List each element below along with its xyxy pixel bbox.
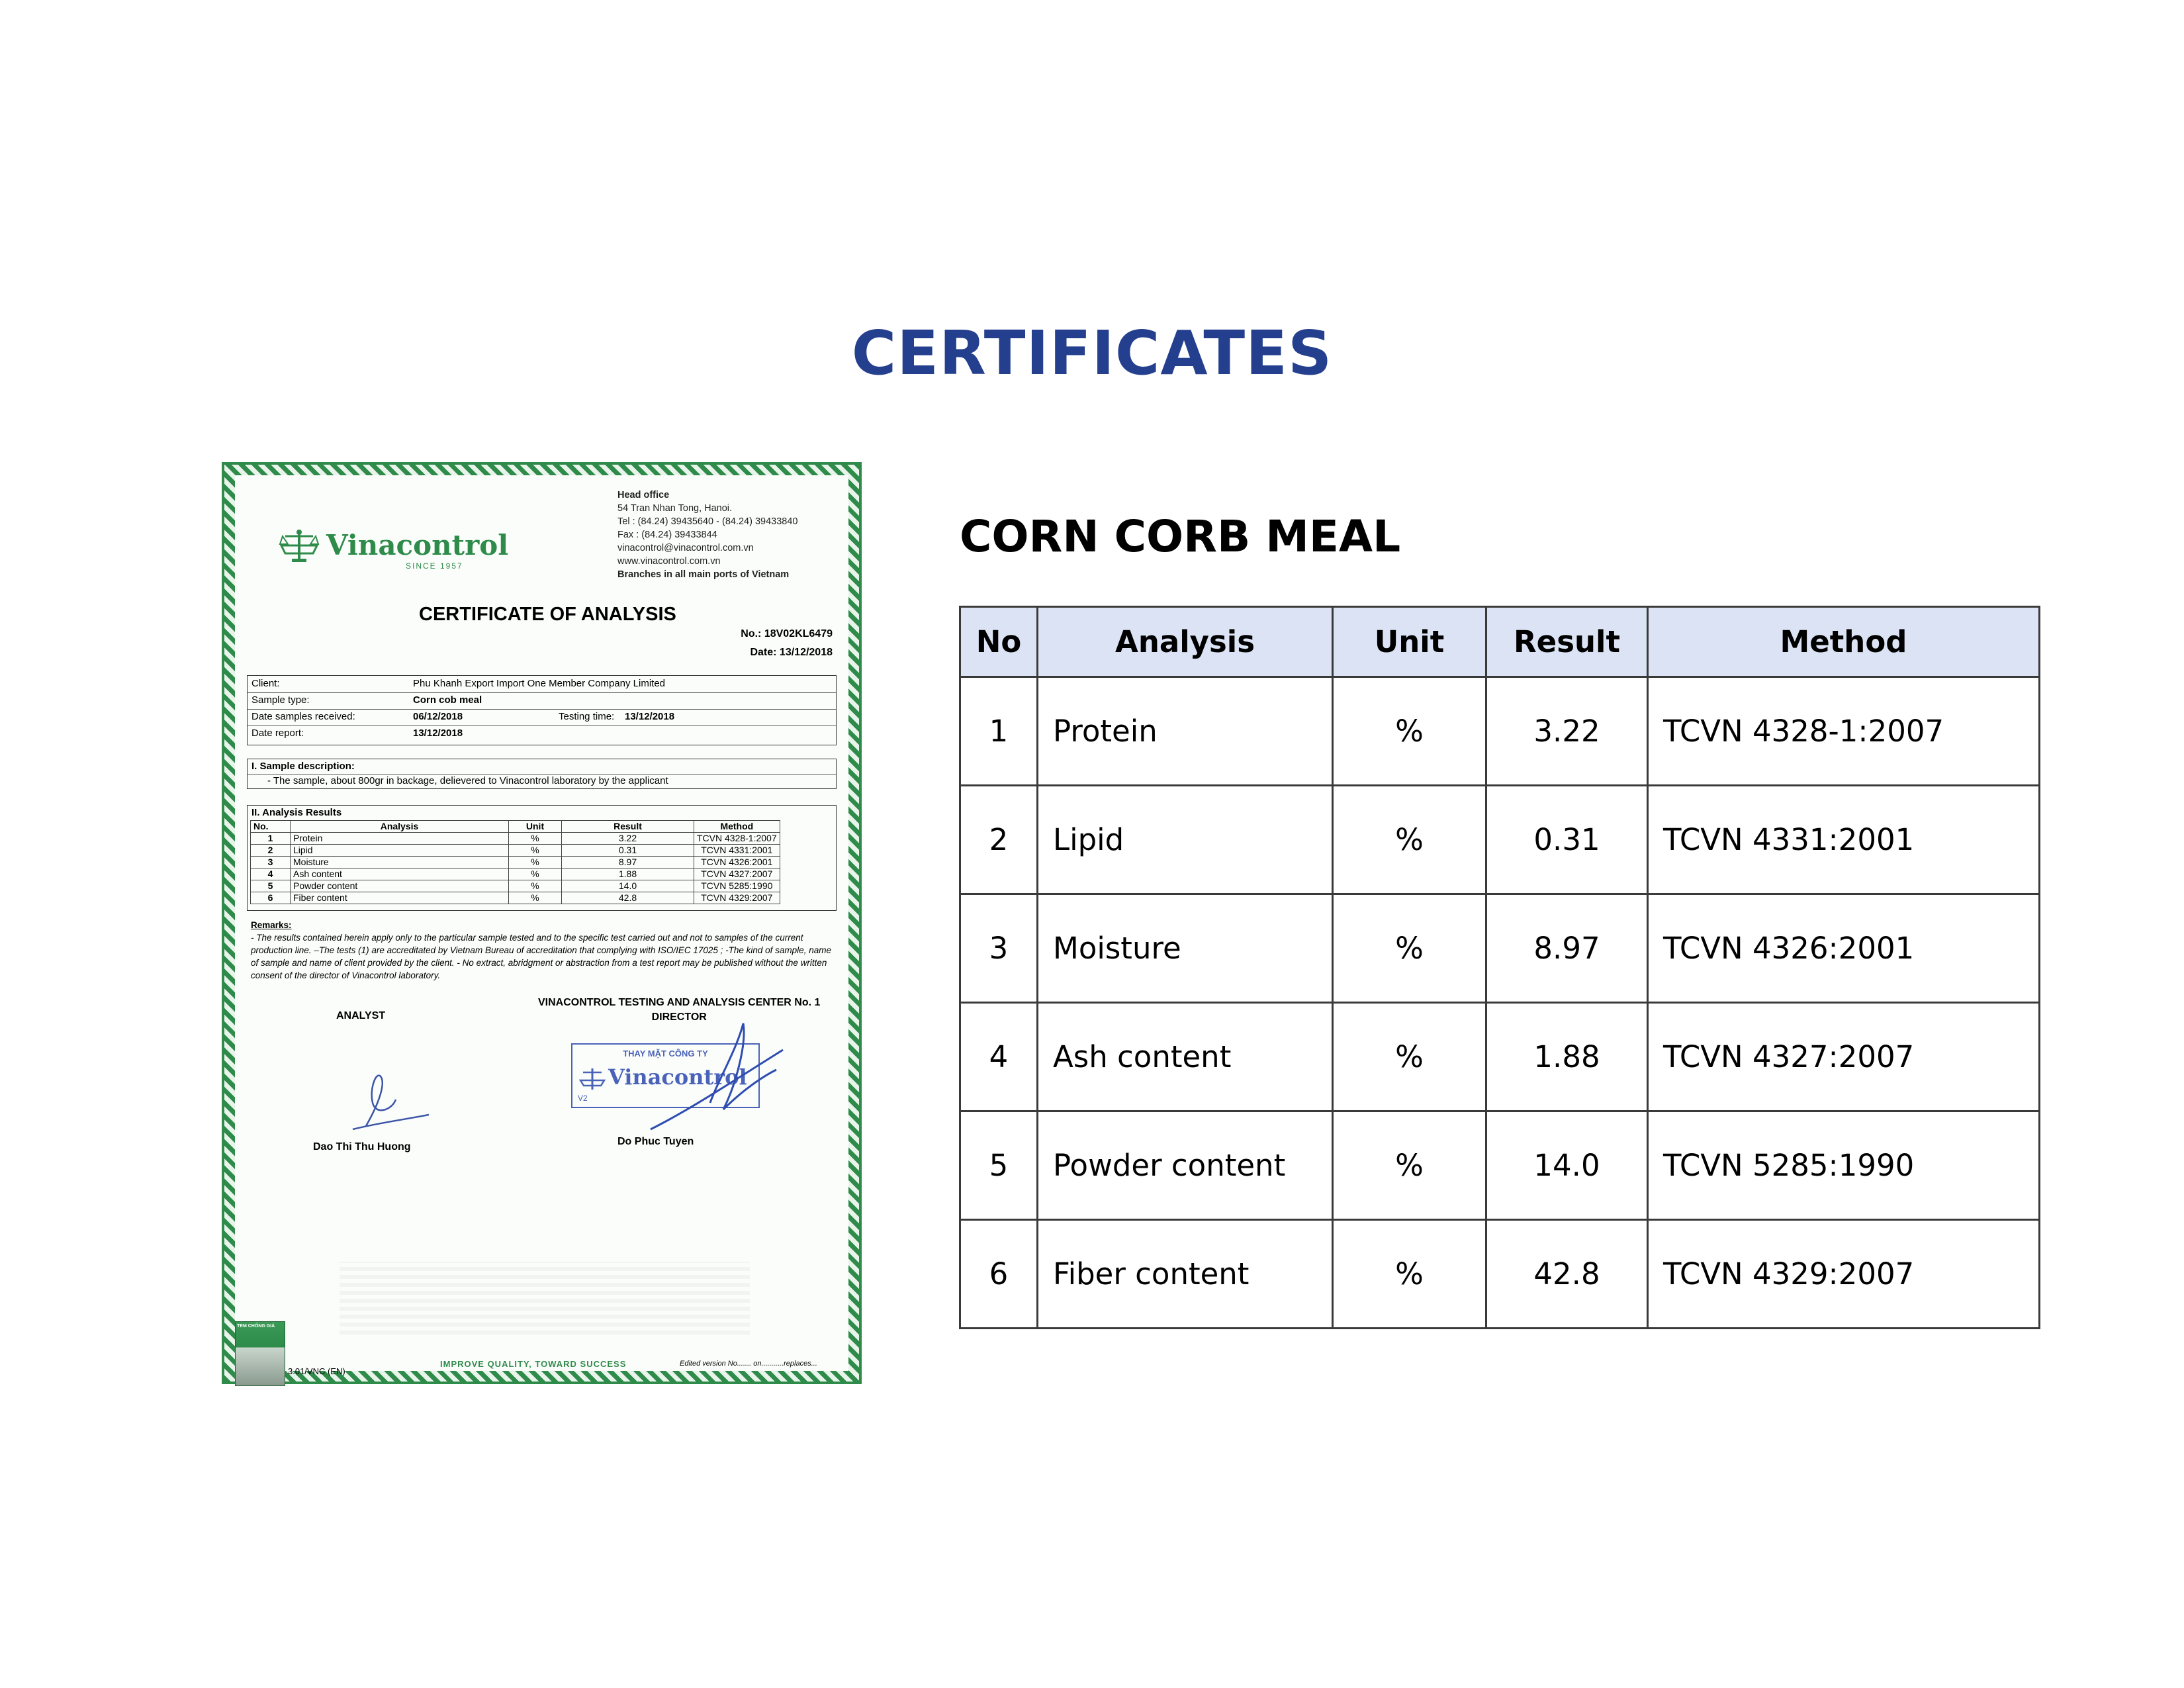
mini-cell: 1.88 xyxy=(562,868,694,880)
column-header-analysis: Analysis xyxy=(1038,607,1333,677)
date-received-value: 06/12/2018 xyxy=(413,711,463,722)
office-line: Branches in all main ports of Vietnam xyxy=(617,569,790,580)
sample-type-label: Sample type: xyxy=(251,694,310,706)
certificate-date: Date: 13/12/2018 xyxy=(750,647,833,658)
mini-cell: 3.22 xyxy=(562,833,694,845)
cell-unit: % xyxy=(1333,894,1486,1003)
cell-method: TCVN 4329:2007 xyxy=(1648,1220,2040,1329)
date-report-label: Date report: xyxy=(251,727,304,739)
testing-center-name: VINACONTROL TESTING AND ANALYSIS CENTER No. 1 xyxy=(538,997,821,1008)
cell-result: 1.88 xyxy=(1486,1003,1648,1111)
director-signature-icon xyxy=(611,1010,809,1143)
table-row xyxy=(960,786,2040,894)
mini-cell: TCVN 5285:1990 xyxy=(694,880,780,892)
mini-cell: Ash content xyxy=(291,868,509,880)
mini-col-no: No. xyxy=(251,821,291,833)
mini-table-row xyxy=(251,880,780,892)
remarks-text: - The results contained herein apply only to the particular sample tested and to the specific test carried out and not to samples of the current production line. –The tests (1) are accreditated by Vietnam Bureau of accreditation that complying with ISO/IEC 17025 ; -The kind of sample, name of sample and name of client provided by the client. - No extract, abridgment or abstraction from a test report may be published without the written consent of the director of Vinacontrol laboratory. xyxy=(251,933,831,980)
head-office-block xyxy=(617,489,797,581)
mini-cell: 3 xyxy=(251,857,291,868)
mini-cell: 5 xyxy=(251,880,291,892)
mini-cell: % xyxy=(509,857,562,868)
certificate-heading: CERTIFICATE OF ANALYSIS xyxy=(419,604,676,625)
table-row xyxy=(960,677,2040,786)
office-line: www.vinacontrol.com.vn xyxy=(617,556,721,567)
mini-cell: % xyxy=(509,833,562,845)
mini-cell: TCVN 4326:2001 xyxy=(694,857,780,868)
mini-cell: Protein xyxy=(291,833,509,845)
cell-result: 14.0 xyxy=(1486,1111,1648,1220)
cell-no: 3 xyxy=(960,894,1038,1003)
cell-no: 6 xyxy=(960,1220,1038,1329)
edited-version: Edited version No....... on...........replaces... xyxy=(680,1360,817,1368)
mini-cell: 2 xyxy=(251,845,291,857)
column-header-result: Result xyxy=(1486,607,1648,677)
mini-col-method: Method xyxy=(694,821,780,833)
cell-analysis: Powder content xyxy=(1038,1111,1333,1220)
director-name: Do Phuc Tuyen xyxy=(617,1136,694,1147)
mini-results-table xyxy=(250,820,780,904)
results-title: II. Analysis Results xyxy=(251,807,342,818)
badge-text: TEM CHỐNG GIẢ xyxy=(237,1324,275,1329)
mini-table-row xyxy=(251,845,780,857)
testing-time-value: 13/12/2018 xyxy=(625,711,675,722)
faint-back-print xyxy=(340,1262,750,1335)
product-title: CORN CORB MEAL xyxy=(960,511,1401,562)
date-report-value: 13/12/2018 xyxy=(413,727,463,739)
table-row xyxy=(960,1003,2040,1111)
motto: IMPROVE QUALITY, TOWARD SUCCESS xyxy=(440,1359,627,1369)
column-header-unit: Unit xyxy=(1333,607,1486,677)
cell-result: 3.22 xyxy=(1486,677,1648,786)
mini-cell: 4 xyxy=(251,868,291,880)
certificate-scan xyxy=(222,462,862,1384)
mini-cell: Moisture xyxy=(291,857,509,868)
logo-name: Vinacontrol xyxy=(326,528,509,561)
table-row xyxy=(960,1111,2040,1220)
mini-cell: TCVN 4327:2007 xyxy=(694,868,780,880)
cell-analysis: Moisture xyxy=(1038,894,1333,1003)
stamp-version: V2 xyxy=(578,1094,588,1103)
remarks-title: Remarks: xyxy=(251,920,292,930)
stamp-name: Vinacontrol xyxy=(608,1064,747,1090)
client-info-box xyxy=(247,675,837,745)
page-title: CERTIFICATES xyxy=(851,318,1333,389)
client-label: Client: xyxy=(251,678,280,689)
analyst-name: Dao Thi Thu Huong xyxy=(313,1141,411,1152)
mini-cell: TCVN 4328-1:2007 xyxy=(694,833,780,845)
column-header-no: No xyxy=(960,607,1038,677)
certificate-body xyxy=(237,481,843,1376)
office-line: Tel : (84.24) 39435640 - (84.24) 39433840 xyxy=(617,516,798,527)
analysis-table xyxy=(959,606,2040,1329)
mini-col-result: Result xyxy=(562,821,694,833)
mini-cell: Lipid xyxy=(291,845,509,857)
analyst-signature-icon xyxy=(340,1063,432,1136)
client-value: Phu Khanh Export Import One Member Company Limited xyxy=(413,678,666,689)
mini-table-row xyxy=(251,857,780,868)
table-row xyxy=(960,894,2040,1003)
mini-cell: 42.8 xyxy=(562,892,694,904)
remarks-block xyxy=(251,919,833,982)
mini-cell: % xyxy=(509,868,562,880)
cell-analysis: Ash content xyxy=(1038,1003,1333,1111)
cell-analysis: Fiber content xyxy=(1038,1220,1333,1329)
mini-cell: 8.97 xyxy=(562,857,694,868)
cell-analysis: Protein xyxy=(1038,677,1333,786)
cell-no: 2 xyxy=(960,786,1038,894)
cell-method: TCVN 5285:1990 xyxy=(1648,1111,2040,1220)
cell-unit: % xyxy=(1333,1220,1486,1329)
certificate-number: No.: 18V02KL6479 xyxy=(741,628,833,639)
cell-no: 5 xyxy=(960,1111,1038,1220)
table-header-row xyxy=(960,607,2040,677)
office-line: Head office xyxy=(617,490,670,500)
mini-cell: 0.31 xyxy=(562,845,694,857)
analysis-results-box xyxy=(247,805,837,911)
cell-unit: % xyxy=(1333,1111,1486,1220)
cell-result: 0.31 xyxy=(1486,786,1648,894)
vinacontrol-logo xyxy=(279,527,508,563)
column-header-method: Method xyxy=(1648,607,2040,677)
certificate-number-block xyxy=(741,625,833,662)
anti-counterfeit-badge xyxy=(235,1321,285,1386)
mini-cell: % xyxy=(509,892,562,904)
cell-no: 4 xyxy=(960,1003,1038,1111)
cell-no: 1 xyxy=(960,677,1038,786)
cell-method: TCVN 4326:2001 xyxy=(1648,894,2040,1003)
date-received-label: Date samples received: xyxy=(251,711,355,722)
mini-cell: TCVN 4331:2001 xyxy=(694,845,780,857)
mini-cell: TCVN 4329:2007 xyxy=(694,892,780,904)
mini-table-row xyxy=(251,833,780,845)
mini-cell: 1 xyxy=(251,833,291,845)
scales-logo-icon xyxy=(279,527,320,563)
cell-result: 42.8 xyxy=(1486,1220,1648,1329)
mini-cell: Fiber content xyxy=(291,892,509,904)
sample-desc-title: I. Sample description: xyxy=(251,761,355,772)
cell-method: TCVN 4327:2007 xyxy=(1648,1003,2040,1111)
mini-table-row xyxy=(251,892,780,904)
mini-table-row xyxy=(251,868,780,880)
cell-result: 8.97 xyxy=(1486,894,1648,1003)
cell-unit: % xyxy=(1333,786,1486,894)
mini-cell: 6 xyxy=(251,892,291,904)
mini-cell: % xyxy=(509,880,562,892)
testing-time-label: Testing time: xyxy=(559,711,615,722)
cell-analysis: Lipid xyxy=(1038,786,1333,894)
mini-cell: Powder content xyxy=(291,880,509,892)
cell-unit: % xyxy=(1333,1003,1486,1111)
stamp-scales-icon xyxy=(579,1067,606,1091)
mini-col-unit: Unit xyxy=(509,821,562,833)
sample-description-box xyxy=(247,759,837,789)
office-line: vinacontrol@vinacontrol.com.vn xyxy=(617,543,754,553)
stamp-top-text: THAY MẶT CÔNG TY xyxy=(623,1049,708,1058)
sample-desc-text: - The sample, about 800gr in backage, delievered to Vinacontrol laboratory by the applicant xyxy=(267,775,668,786)
table-row xyxy=(960,1220,2040,1329)
cell-method: TCVN 4331:2001 xyxy=(1648,786,2040,894)
mini-col-analysis: Analysis xyxy=(291,821,509,833)
sample-type-value: Corn cob meal xyxy=(413,694,482,706)
office-line: 54 Tran Nhan Tong, Hanoi. xyxy=(617,503,733,514)
mini-table-header xyxy=(251,821,780,833)
mini-cell: % xyxy=(509,845,562,857)
cell-unit: % xyxy=(1333,677,1486,786)
cell-method: TCVN 4328-1:2007 xyxy=(1648,677,2040,786)
office-line: Fax : (84.24) 39433844 xyxy=(617,530,717,540)
form-code: 3.01/VNC (EN) xyxy=(288,1366,345,1376)
director-label: DIRECTOR xyxy=(651,1011,707,1023)
analyst-label: ANALYST xyxy=(336,1010,386,1021)
mini-cell: 14.0 xyxy=(562,880,694,892)
logo-since: SINCE 1957 xyxy=(406,561,463,571)
